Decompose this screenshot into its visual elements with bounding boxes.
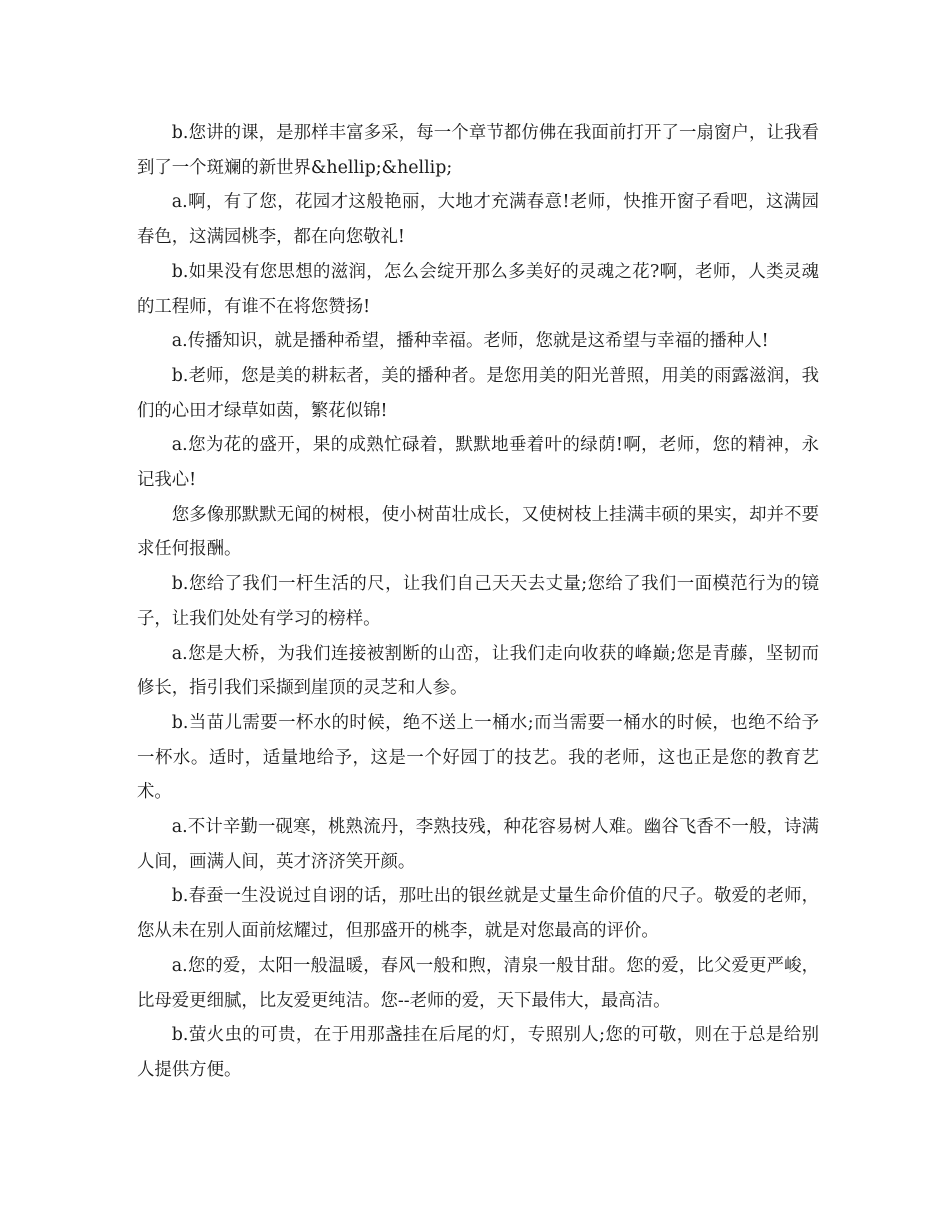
paragraph-10: b.当苗儿需要一杯水的时候，绝不送上一桶水;而当需要一桶水的时候，也绝不给予一杯水。适时，适量地给予，这是一个好园丁的技艺。我的老师，这也正是您的教育艺术。 <box>137 712 819 803</box>
paragraph-2: a.啊，有了您，花园才这般艳丽，大地才充满春意!老师，快推开窗子看吧，这满园春色，这满园桃李，都在向您敬礼! <box>137 192 819 248</box>
paragraph-11: a.不计辛勤一砚寒，桃熟流丹，李熟技残，种花容易树人难。幽谷飞香不一般，诗满人间，画满人间，英才济济笑开颜。 <box>137 817 819 872</box>
document-page <box>137 116 819 1088</box>
paragraph-7: 您多像那默默无闻的树根，使小树苗壮成长，又使树枝上挂满丰硕的果实，却并不要求任何报酬。 <box>137 504 819 560</box>
paragraph-8: b.您给了我们一杆生活的尺，让我们自己天天去丈量;您给了我们一面模范行为的镜子，让我们处处有学习的榜样。 <box>137 574 819 629</box>
paragraph-1: b.您讲的课，是那样丰富多采，每一个章节都仿佛在我面前打开了一扇窗户，让我看到了一个斑斓的新世界&hellip;&hellip; <box>137 123 819 178</box>
paragraph-14: b.萤火虫的可贵，在于用那盏挂在后尾的灯，专照别人;您的可敬，则在于总是给别人提供方便。 <box>137 1025 819 1080</box>
paragraph-12: b.春蚕一生没说过自诩的话，那吐出的银丝就是丈量生命价值的尺子。敬爱的老师，您从未在别人面前炫耀过，但那盛开的桃李，就是对您最高的评价。 <box>137 886 819 942</box>
paragraph-9: a.您是大桥，为我们连接被割断的山峦，让我们走向收获的峰巅;您是青藤，坚韧而修长，指引我们采撷到崖顶的灵芝和人参。 <box>137 643 819 699</box>
paragraph-13: a.您的爱，太阳一般温暖，春风一般和煦，清泉一般甘甜。您的爱，比父爱更严峻，比母爱更细腻，比友爱更纯洁。您--老师的爱，天下最伟大，最高洁。 <box>137 955 819 1011</box>
paragraph-6: a.您为花的盛开，果的成熟忙碌着，默默地垂着叶的绿荫!啊，老师，您的精神，永记我心! <box>137 435 819 491</box>
paragraph-5: b.老师，您是美的耕耘者，美的播种者。是您用美的阳光普照，用美的雨露滋润，我们的心田才绿草如茵，繁花似锦! <box>137 365 819 421</box>
paragraph-4: a.传播知识，就是播种希望，播种幸福。老师，您就是这希望与幸福的播种人! <box>171 331 769 352</box>
paragraph-3: b.如果没有您思想的滋润，怎么会绽开那么多美好的灵魂之花?啊，老师，人类灵魂的工程师，有谁不在将您赞扬! <box>137 261 819 317</box>
